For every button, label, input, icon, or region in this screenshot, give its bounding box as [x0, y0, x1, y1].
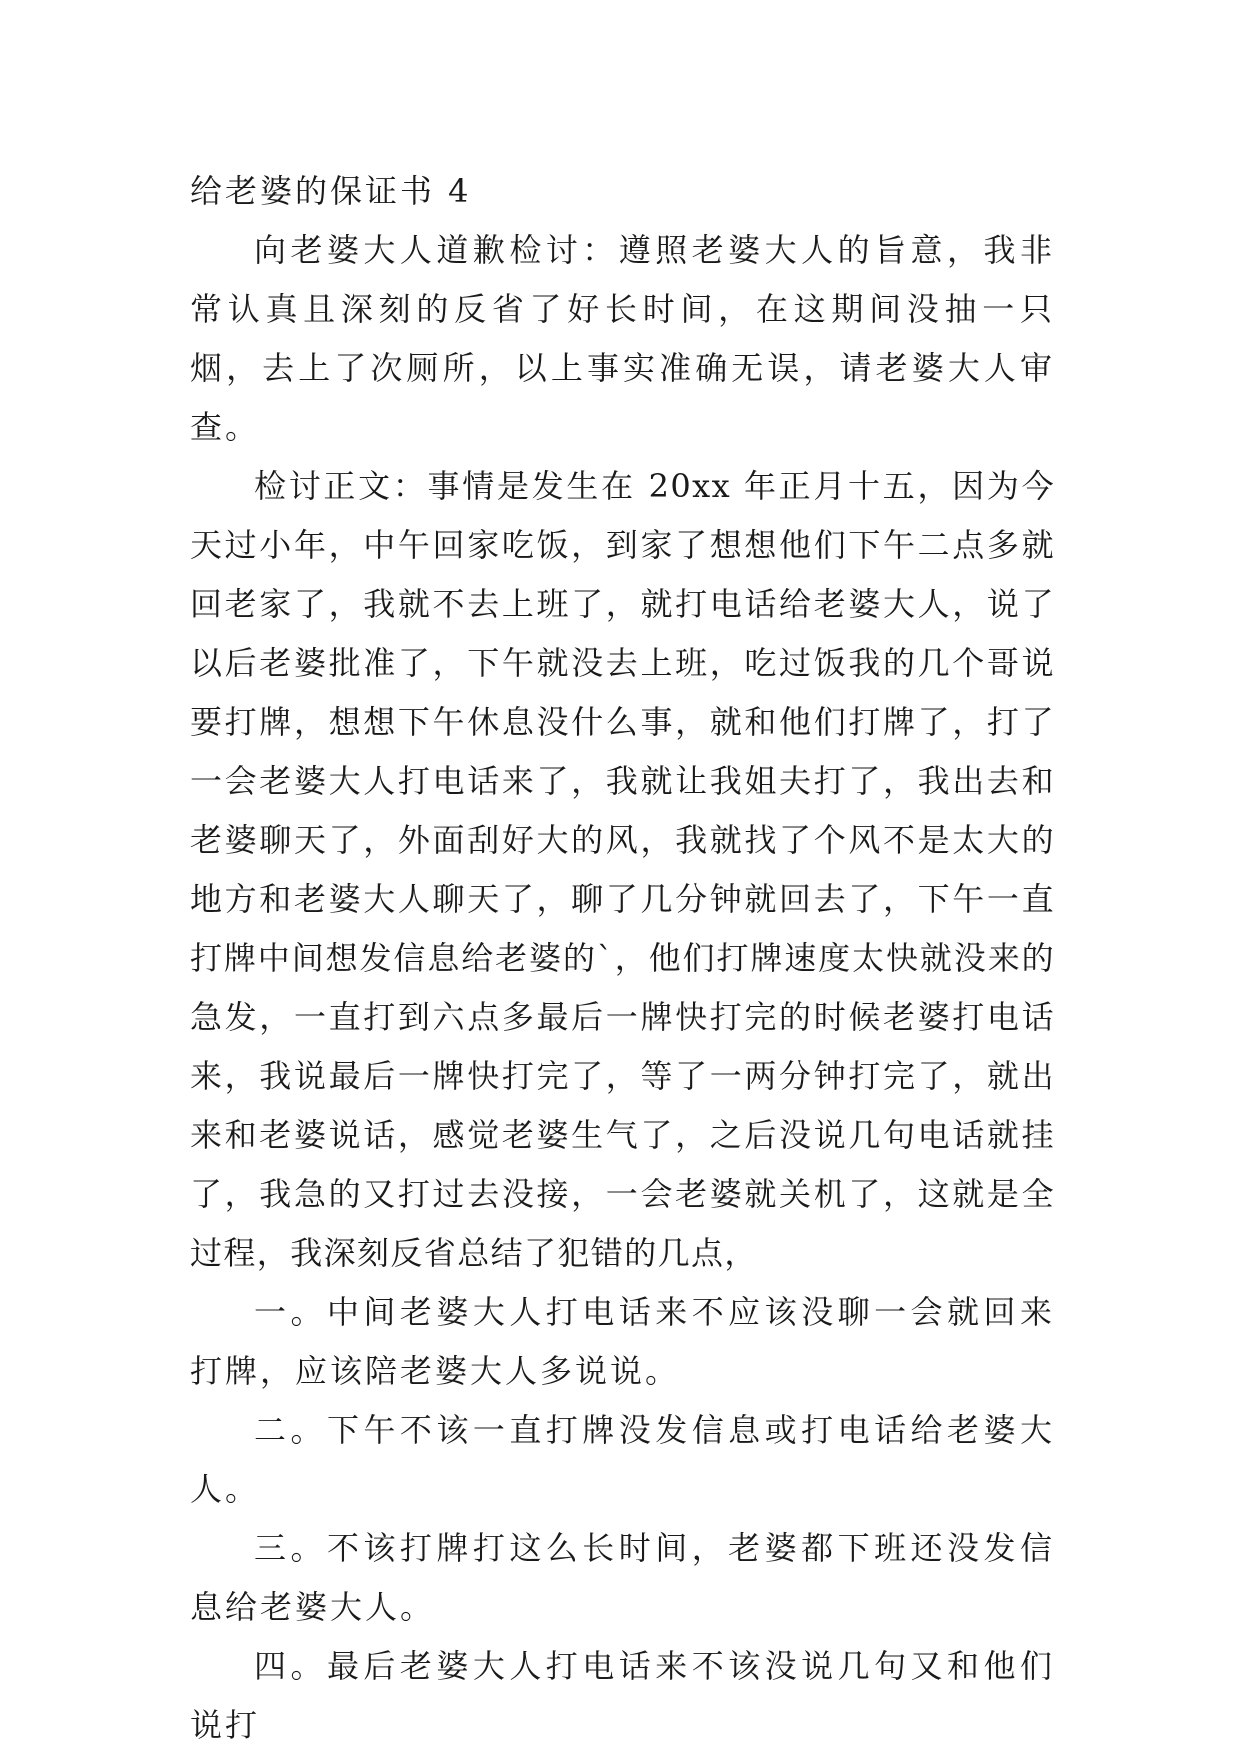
paragraph-point-four: 四。最后老婆大人打电话来不该没说几句又和他们说打	[190, 1647, 1055, 1744]
paragraph-point-one: 一。中间老婆大人打电话来不应该没聊一会就回来打牌，应该陪老婆大人多说说。	[190, 1293, 1055, 1390]
paragraph-main-text: 检讨正文：事情是发生在 20xx 年正月十五，因为今天过小年，中午回家吃饭，到家了想想他们下午二点多就回老家了，我就不去上班了，就打电话给老婆大人，说了以后老婆批准了，下午就没去上班，吃过饭我的几个哥说要打牌，想想下午休息没什么事，就和他们打牌了，打了一会老婆大人打电话来了，我就让我姐夫打了，我出去和老婆聊天了，外面刮好大的风，我就找了个风不是太大的地方和老婆大人聊天了，聊了几分钟就回去了，下午一直打牌中间想发信息给老婆的`，他们打牌速度太快就没来的急发，一直打到六点多最后一牌快打完的时候老婆打电话来，我说最后一牌快打完了，等了一两分钟打完了，就出来和老婆说话，感觉老婆生气了，之后没说几句电话就挂了，我急的又打过去没接，一会老婆就关机了，这就是全过程，我深刻反省总结了犯错的几点，	[190, 467, 1055, 1272]
document-title: 给老婆的保证书 4	[190, 172, 472, 210]
paragraph-point-three: 三。不该打牌打这么长时间，老婆都下班还没发信息给老婆大人。	[190, 1529, 1055, 1626]
paragraph-apology-intro: 向老婆大人道歉检讨：遵照老婆大人的旨意，我非常认真且深刻的反省了好长时间，在这期间没抽一只烟，去上了次厕所，以上事实准确无误，请老婆大人审查。	[190, 231, 1055, 446]
document-body	[190, 162, 1055, 1755]
paragraph-point-two: 二。下午不该一直打牌没发信息或打电话给老婆大人。	[190, 1411, 1055, 1508]
